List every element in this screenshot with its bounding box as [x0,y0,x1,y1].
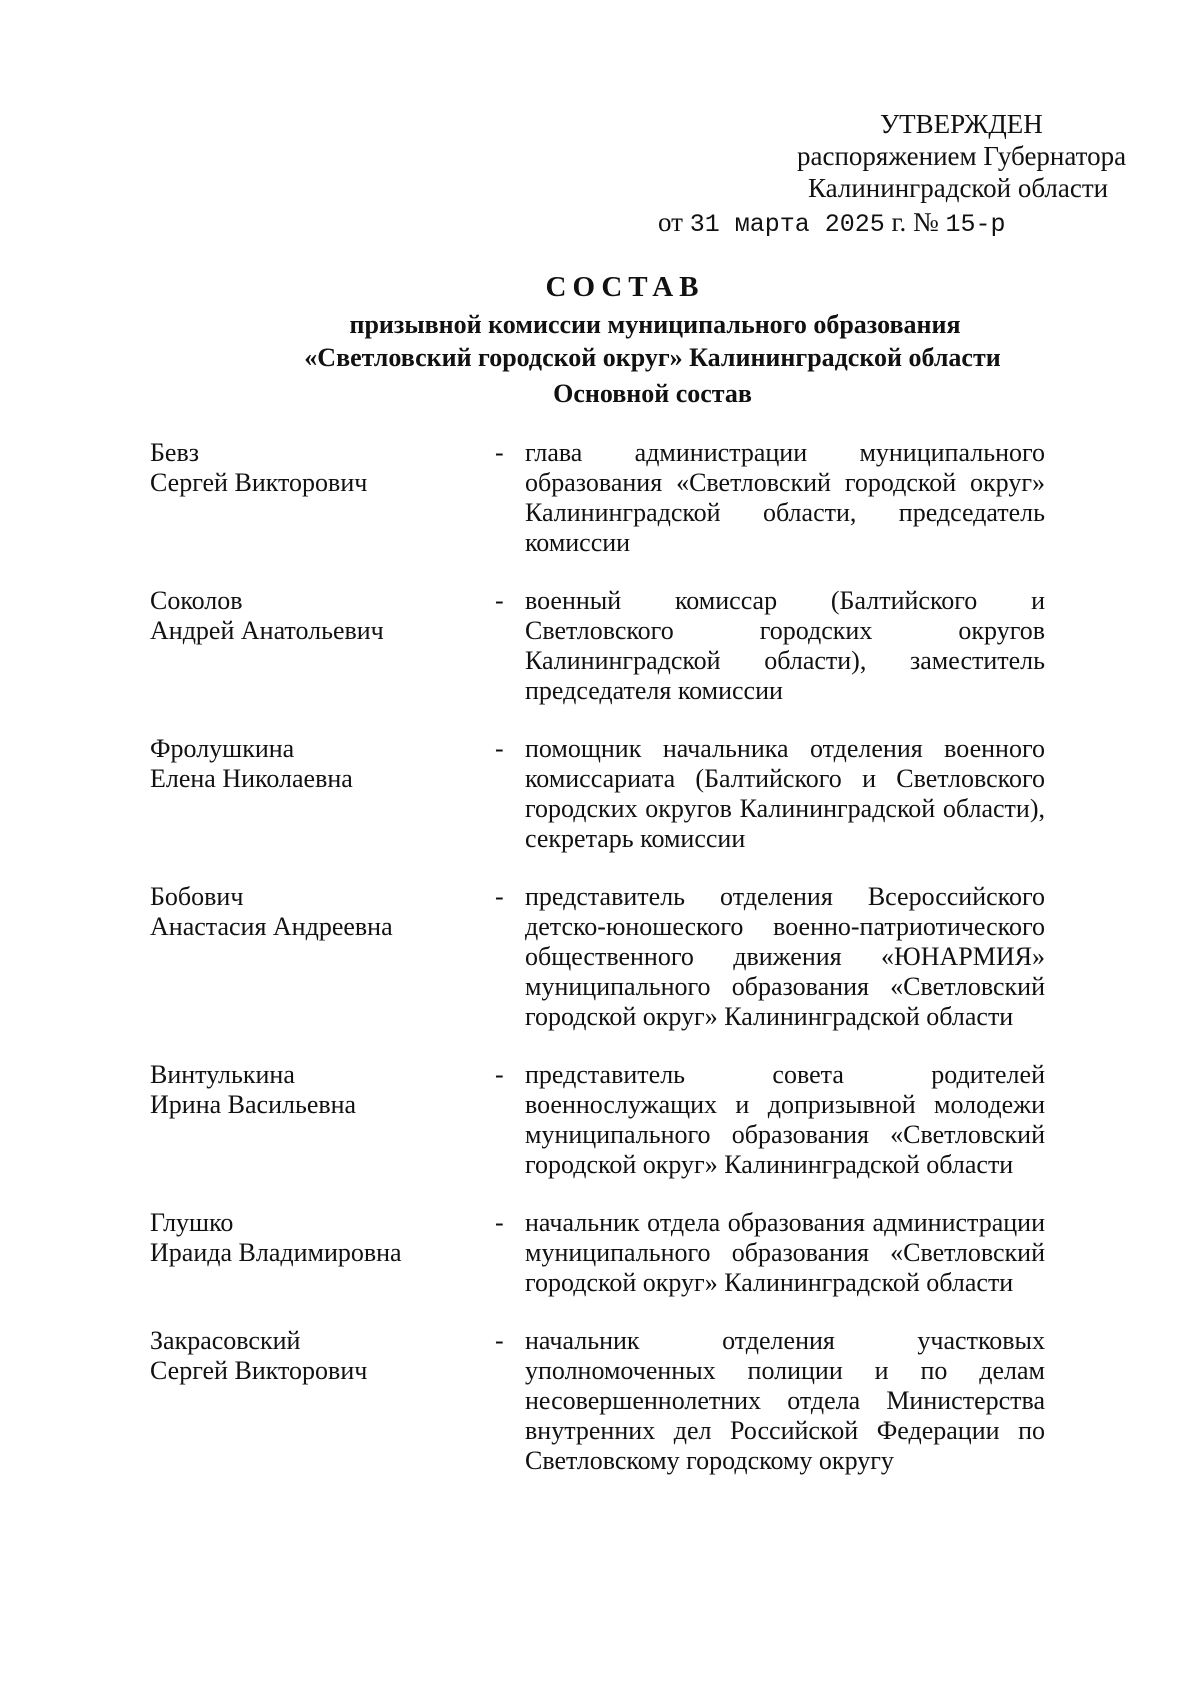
member-surname: Закрасовский [150,1326,301,1355]
member-name [150,586,495,706]
member-dash: - [495,882,504,911]
section-heading-text: Основной состав [553,379,752,408]
member-entry [150,1060,1045,1180]
member-entry [150,586,1045,706]
member-dash: - [495,1060,504,1089]
member-role: помощник начальника отделения военного комиссариата (Балтийского и Светловского городских округов Калининградской области), секретарь комиссии [525,734,1045,853]
approval-region-line: Калининградской области [808,173,1109,203]
member-entry [150,882,1045,1032]
document-subtitle [0,308,1200,374]
member-role: представитель совета родителей военнослужащих и допризывной молодежи муниципального образования «Светловский городской округ» Калининградской области [525,1060,1045,1179]
member-role: представитель отделения Всероссийского детско-юношеского военно-патриотического общественного движения «ЮНАРМИЯ» муниципального образования «Светловский городской округ» Калининградской области [525,882,1045,1031]
member-surname: Соколов [150,586,243,615]
member-given-names: Елена Николаевна [150,764,353,793]
approval-number-value: 15-р [945,210,1006,239]
member-given-names: Сергей Викторович [150,1356,368,1385]
member-name [150,734,495,854]
document-subtitle-line-1: призывной комиссии муниципального образования [349,310,961,339]
approval-title: УТВЕРЖДЕН [880,109,1043,139]
member-role: начальник отдела образования администрации муниципального образования «Светловский городской округ» Калининградской области [525,1208,1045,1297]
member-surname: Винтулькина [150,1060,295,1089]
member-given-names: Анастасия Андреевна [150,912,393,941]
document-title-block [0,270,1200,374]
member-given-names: Сергей Викторович [150,468,368,497]
member-entry [150,1326,1045,1476]
member-dash: - [495,438,504,467]
approval-date-middle: г. № [891,207,939,237]
members-list [150,438,1045,1476]
member-surname: Фролушкина [150,734,295,763]
approval-date-value: 31 марта 2025 [689,210,885,239]
approval-by-line: распоряжением Губернатора [797,141,1127,171]
member-entry [150,438,1045,558]
approval-date-prefix: от [658,207,683,237]
section-heading [0,378,1200,410]
member-dash: - [495,1326,504,1355]
member-entry [150,734,1045,854]
member-name [150,1208,495,1298]
member-surname: Бобович [150,882,244,911]
member-surname: Бевз [150,438,200,467]
member-name [150,882,495,1032]
approval-date-line [658,206,1160,241]
document-title: СОСТАВ [545,271,705,303]
member-entry [150,1208,1045,1298]
member-role: глава администрации муниципального образования «Светловский городской округ» Калининградской области, председатель комиссии [525,438,1045,557]
member-name [150,1060,495,1180]
member-dash: - [495,1208,504,1237]
member-name [150,1326,495,1476]
member-surname: Глушко [150,1208,234,1237]
member-role: начальник отделения участковых уполномоченных полиции и по делам несовершеннолетних отдела Министерства внутренних дел Российской Федерации по Светловскому городскому округу [525,1326,1045,1475]
member-dash: - [495,734,504,763]
member-dash: - [495,586,504,615]
member-given-names: Ираида Владимировна [150,1238,402,1267]
document-subtitle-line-2: «Светловский городской округ» Калининградской области [304,343,1001,372]
member-name [150,438,495,558]
member-given-names: Андрей Анатольевич [150,616,384,645]
member-given-names: Ирина Васильевна [150,1090,357,1119]
approval-stamp-block [658,108,1160,241]
member-role: военный комиссар (Балтийского и Светловского городских округов Калининградской области), заместитель председателя комиссии [525,586,1045,705]
